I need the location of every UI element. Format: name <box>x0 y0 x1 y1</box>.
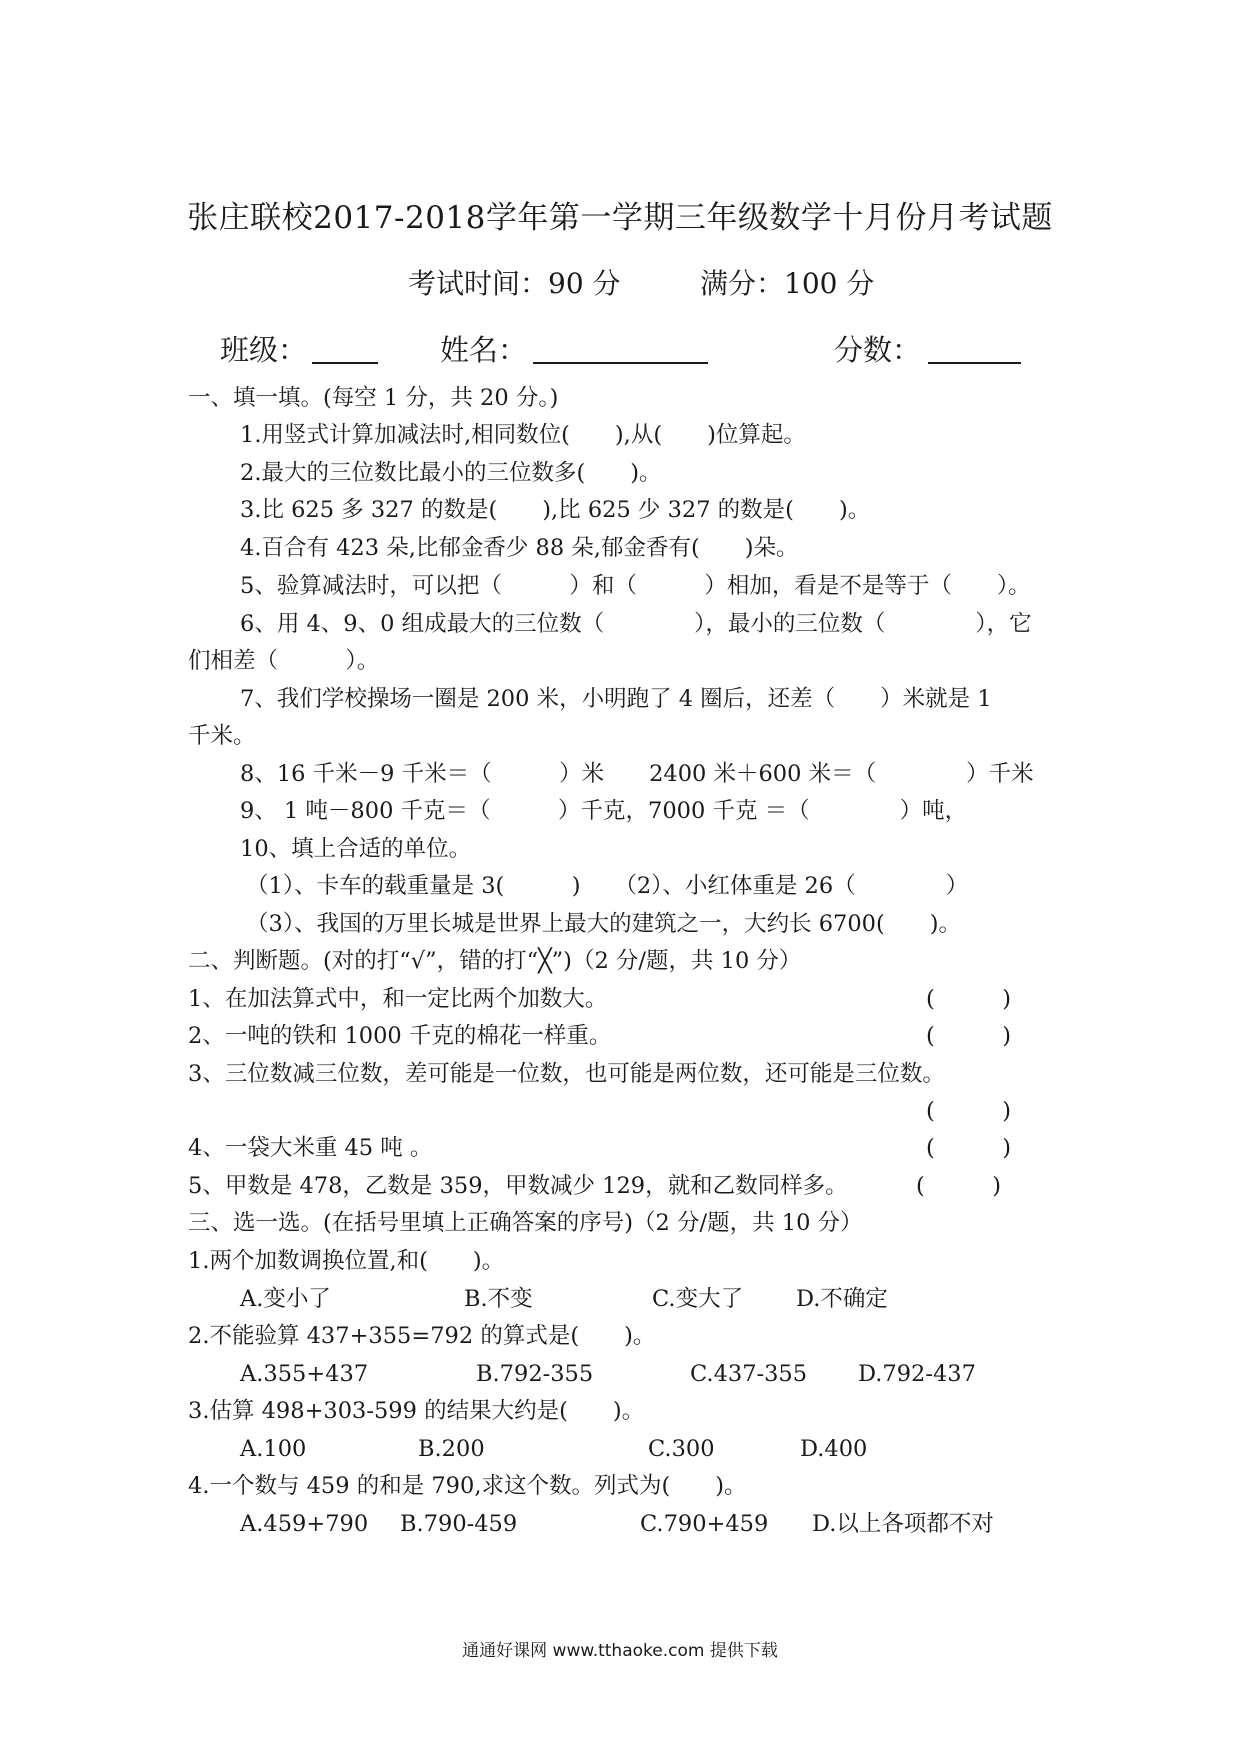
s1-question-3: 3.比 625 多 327 的数是( ),比 625 少 327 的数是( )。 <box>240 497 871 523</box>
s3-q3-option-d: D.400 <box>800 1436 868 1462</box>
s1-question-7-line1: 7、我们学校操场一圈是 200 米，小明跑了 4 圈后，还差（ ）米就是 1 <box>240 686 992 712</box>
s3-q4-option-a: A.459+790 <box>240 1511 369 1537</box>
s3-q4-option-c: C.790+459 <box>640 1511 769 1537</box>
s3-q4-option-d: D.以上各项都不对 <box>812 1511 994 1537</box>
footer-credit: 通通好课网 www.tthaoke.com 提供下载 <box>462 1641 778 1661</box>
page-title: 张庄联校2017-2018学年第一学期三年级数学十月份月考试题 <box>187 200 1053 236</box>
s2-question-2: 2、一吨的铁和 1000 千克的棉花一样重。 <box>188 1023 612 1049</box>
s3-q2-option-c: C.437-355 <box>690 1361 808 1387</box>
name-label: 姓名： <box>440 333 528 367</box>
class-blank <box>312 362 378 364</box>
s3-question-2: 2.不能验算 437+355=792 的算式是( )。 <box>188 1323 656 1349</box>
score-label: 分数： <box>834 333 922 367</box>
section2-heading: 二、判断题。(对的打“√”，错的打“╳”)（2 分/题，共 10 分） <box>188 948 802 974</box>
s3-q1-option-a: A.变小了 <box>240 1286 331 1312</box>
s3-question-3: 3.估算 498+303-599 的结果大约是( )。 <box>188 1398 645 1424</box>
s2-answer-bracket-2: ( ) <box>926 1023 1012 1049</box>
s2-answer-bracket-3: ( ) <box>926 1098 1012 1124</box>
s3-q1-option-d: D.不确定 <box>796 1286 888 1312</box>
s1-question-1: 1.用竖式计算加减法时,相同数位( ),从( )位算起。 <box>240 422 806 448</box>
s3-q2-option-b: B.792-355 <box>476 1361 594 1387</box>
s1-question-2: 2.最大的三位数比最小的三位数多( )。 <box>240 460 662 486</box>
s2-question-4: 4、一袋大米重 45 吨 。 <box>188 1135 433 1161</box>
s3-q2-option-d: D.792-437 <box>858 1361 976 1387</box>
s1-question-6-line2: 们相差（ ）。 <box>188 648 380 674</box>
s3-q3-option-a: A.100 <box>240 1436 307 1462</box>
section1-heading: 一、填一填。(每空 1 分，共 20 分。) <box>188 385 559 411</box>
s3-question-4: 4.一个数与 459 的和是 790,求这个数。列式为( )。 <box>188 1473 747 1499</box>
s2-question-3: 3、三位数减三位数，差可能是一位数，也可能是两位数，还可能是三位数。 <box>188 1061 945 1087</box>
score-blank <box>928 362 1021 364</box>
s1-question-5: 5、验算减法时，可以把（ ）和（ ）相加，看是不是等于（ ）。 <box>240 573 1031 599</box>
s3-q2-option-a: A.355+437 <box>240 1361 369 1387</box>
s2-answer-bracket-4: ( ) <box>926 1135 1012 1161</box>
s3-q1-option-c: C.变大了 <box>652 1286 744 1312</box>
s1-question-10: 10、填上合适的单位。 <box>240 836 472 862</box>
s2-question-5: 5、甲数是 478，乙数是 359，甲数减少 129，就和乙数同样多。 <box>188 1173 848 1199</box>
s3-q3-option-c: C.300 <box>648 1436 715 1462</box>
section3-heading: 三、选一选。(在括号里填上正确答案的序号)（2 分/题，共 10 分） <box>188 1210 863 1236</box>
s1-question-4: 4.百合有 423 朵,比郁金香少 88 朵,郁金香有( )朵。 <box>240 535 799 561</box>
class-label: 班级： <box>220 333 308 367</box>
s1-question-6-line1: 6、用 4、9、0 组成最大的三位数（ ），最小的三位数（ ），它 <box>240 611 1032 637</box>
s3-q3-option-b: B.200 <box>418 1436 485 1462</box>
name-blank <box>533 362 708 364</box>
full-score: 满分：100 分 <box>700 267 875 300</box>
s1-question-10-1: （1）、卡车的载重量是 3( ) （2）、小红体重是 26（ ） <box>246 873 969 899</box>
s1-question-8: 8、16 千米－9 千米＝（ ）米 2400 米＋600 米＝（ ）千米 <box>240 761 1034 787</box>
s1-question-10-3: （3）、我国的万里长城是世界上最大的建筑之一，大约长 6700( )。 <box>246 911 962 937</box>
s3-q1-option-b: B.不变 <box>464 1286 533 1312</box>
s3-question-1: 1.两个加数调换位置,和( )。 <box>188 1248 505 1274</box>
exam-time: 考试时间：90 分 <box>408 267 621 300</box>
s2-answer-bracket-1: ( ) <box>926 986 1012 1012</box>
s2-question-1: 1、在加法算式中，和一定比两个加数大。 <box>188 986 608 1012</box>
s1-question-7-line2: 千米。 <box>188 723 256 749</box>
s3-q4-option-b: B.790-459 <box>400 1511 518 1537</box>
s1-question-9: 9、 1 吨－800 千克＝（ ）千克，7000 千克 ＝（ ）吨， <box>240 798 968 824</box>
s2-answer-bracket-5: ( ) <box>916 1173 1002 1199</box>
